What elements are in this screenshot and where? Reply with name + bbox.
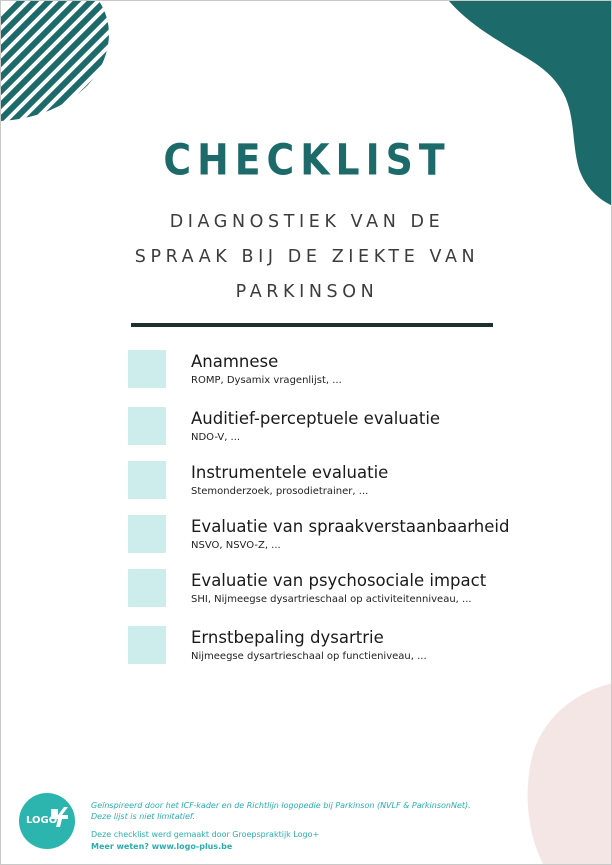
checklist-item-subtitle: ROMP, Dysamix vragenlijst, ... <box>191 375 342 386</box>
checklist-item-subtitle: Nijmeegse dysartrieschaal op functieniveau, ... <box>191 651 427 662</box>
checklist-item-subtitle: SHI, Nijmeegse dysartrieschaal op activiteitenniveau, ... <box>191 594 472 605</box>
page-subtitle <box>131 205 483 310</box>
checklist-item-ernstbepaling <box>128 626 558 666</box>
page-title: CHECKLIST <box>163 134 451 185</box>
checklist-item-psychosociaal <box>128 569 558 609</box>
checkbox[interactable] <box>128 515 166 553</box>
checkbox[interactable] <box>128 350 166 388</box>
checklist-item-title: Instrumentele evaluatie <box>191 463 389 482</box>
logo-text: LOGO <box>26 815 58 826</box>
logo-plus-mark-icon <box>49 805 69 829</box>
checkbox[interactable] <box>128 626 166 664</box>
checklist-item-title: Ernstbepaling dysartrie <box>191 628 384 647</box>
subtitle-line: SPRAAK BIJ DE ZIEKTE VAN <box>134 247 480 267</box>
checkbox[interactable] <box>128 407 166 445</box>
footer-credit-text: Deze checklist werd gemaakt door Groepspraktijk Logo+ <box>91 830 320 839</box>
blush-corner-shape <box>528 683 612 865</box>
footer-inspiration-text: Geïnspireerd door het ICF-kader en de Richtlijn logopedie bij Parkinson (NVLF & ParkinsonNet). <box>91 801 471 810</box>
logo <box>19 793 75 849</box>
checklist-item-subtitle: Stemonderzoek, prosodietrainer, ... <box>191 486 369 497</box>
checklist-item-subtitle: NDO-V, ... <box>191 432 241 443</box>
checkbox[interactable] <box>128 569 166 607</box>
checklist-item-anamnese <box>128 350 558 390</box>
checklist-item-title: Evaluatie van psychosociale impact <box>191 571 487 590</box>
footer-disclaimer-text: Deze lijst is niet limitatief. <box>91 812 196 821</box>
subtitle-line: DIAGNOSTIEK VAN DE <box>169 212 445 232</box>
checklist-item-auditief <box>128 407 558 447</box>
checklist-item-instrumenteel <box>128 461 558 501</box>
divider <box>131 323 493 327</box>
checkbox[interactable] <box>128 461 166 499</box>
subtitle-line: PARKINSON <box>235 282 379 302</box>
checklist-item-subtitle: NSVO, NSVO-Z, ... <box>191 540 281 551</box>
checklist-item-title: Evaluatie van spraakverstaanbaarheid <box>191 517 510 536</box>
checklist-item-title: Auditief-perceptuele evaluatie <box>191 409 441 428</box>
checklist-item-spraakverstaanbaarheid <box>128 515 558 555</box>
checklist-item-title: Anamnese <box>191 352 279 371</box>
footer-website-link[interactable]: Meer weten? www.logo-plus.be <box>91 842 233 851</box>
